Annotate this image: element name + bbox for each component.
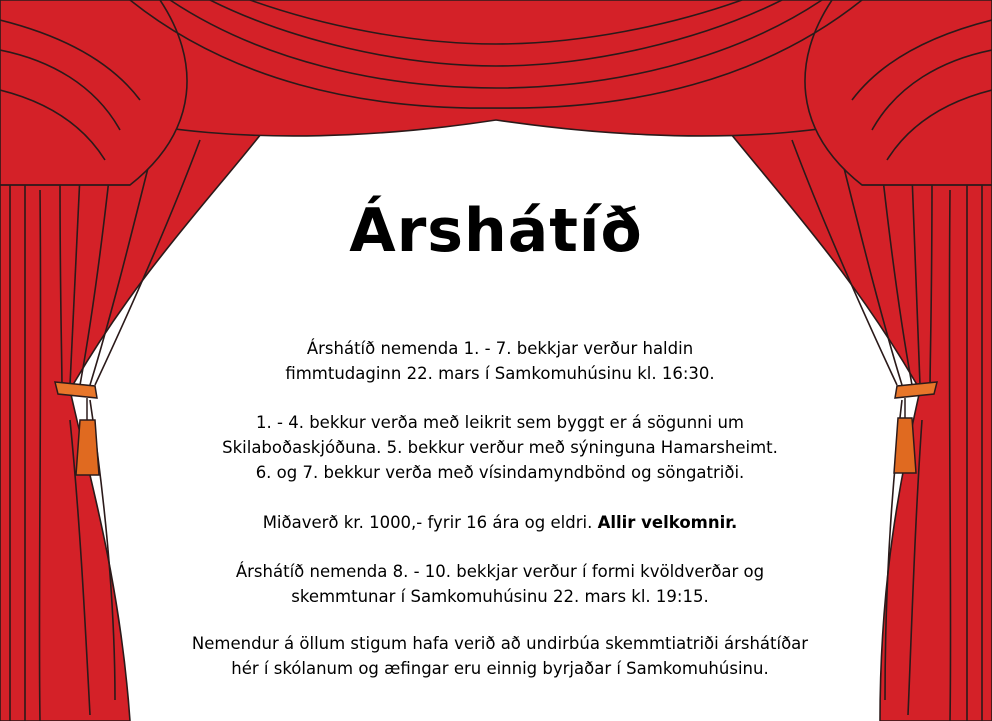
- page-title: Árshátíð: [349, 196, 643, 266]
- paragraph-line: fimmtudaginn 22. mars í Samkomuhúsinu kl. 16:30.: [285, 364, 715, 383]
- paragraph-line: Nemendur á öllum stigum hafa verið að undirbúa skemmtiatriði árshátíðar: [191, 634, 809, 653]
- paragraph-line: [150, 510, 850, 535]
- paragraph-line: Árshátíð nemenda 1. - 7. bekkjar verður haldin: [306, 339, 694, 358]
- paragraph-3: [150, 510, 850, 535]
- top-valance: [0, 0, 992, 185]
- paragraph-line: Skilaboðaskjóðuna. 5. bekkur verður með sýninguna Hamarsheimt.: [222, 438, 778, 457]
- paragraph-line: 1. - 4. bekkur verða með leikrit sem byggt er á sögunni um: [256, 413, 744, 432]
- paragraph-line: Árshátíð nemenda 8. - 10. bekkjar verður í formi kvöldverðar og: [235, 562, 765, 581]
- paragraph-1: [150, 336, 850, 386]
- welcome-text: Allir velkomnir.: [597, 513, 738, 532]
- ticket-price-text: Miðaverð kr. 1000,- fyrir 16 ára og eldri.: [262, 513, 598, 532]
- paragraph-line: skemmtunar í Samkomuhúsinu 22. mars kl. 19:15.: [291, 587, 709, 606]
- paragraph-4: [150, 559, 850, 609]
- paragraph-5: [150, 631, 850, 681]
- paragraph-line: 6. og 7. bekkur verða með vísindamyndbönd og söngatriði.: [255, 463, 745, 482]
- paragraph-line: hér í skólanum og æfingar eru einnig byrjaðar í Samkomuhúsinu.: [231, 659, 769, 678]
- paragraph-2: [150, 410, 850, 485]
